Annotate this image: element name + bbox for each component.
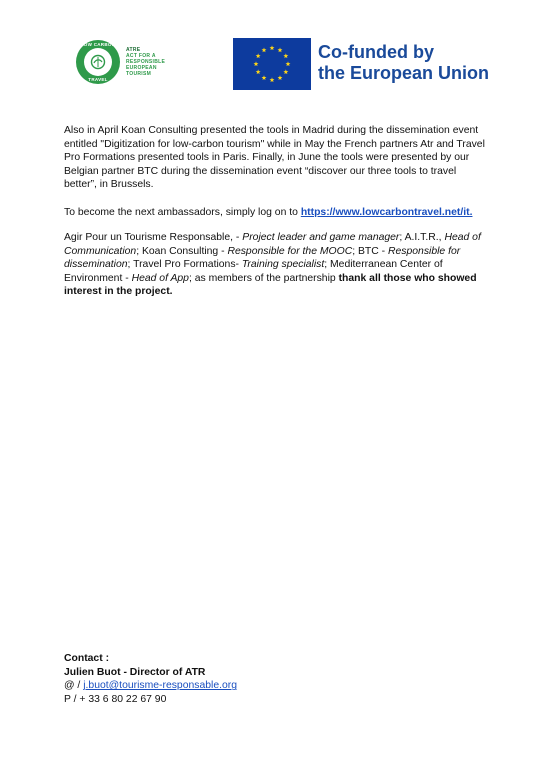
contact-block xyxy=(64,652,484,706)
eu-star xyxy=(262,75,267,80)
badge-top-text: LOW CARBON xyxy=(80,42,116,47)
email-prefix: @ / xyxy=(64,680,84,692)
contact-label: Contact : xyxy=(64,653,110,664)
partner-text: ; A.I.T.R., xyxy=(399,232,445,243)
eu-star xyxy=(286,61,291,66)
thanks-text: thank all those who showed interest in the project. xyxy=(64,272,477,298)
eu-star xyxy=(278,48,283,53)
partner-text: ; BTC - xyxy=(352,245,388,257)
contact-phone: P / + 33 6 80 22 67 90 xyxy=(64,693,167,705)
partner-text: ; Travel Pro Formations- xyxy=(127,259,242,271)
contact-name: Julien Buot - Director of ATR xyxy=(64,666,206,678)
eu-star xyxy=(270,77,275,82)
eu-cofunded-text xyxy=(318,42,489,84)
low-carbon-badge xyxy=(76,40,120,84)
contact-email-line xyxy=(64,679,484,693)
badge-bottom-text: TRAVEL xyxy=(88,77,108,82)
partner-text: ; Mediterranean Center of Environment - xyxy=(64,259,443,284)
paragraph-dissemination: Also in April Koan Consulting presented the tools in Madrid during the dissemination event entitled "Digitization for low-carbon tourism" while in May the French partners Atr and Travel Pro Formations presented tools in Paris. Finally, in June the tools were presented by our Belgian partner BTC during the dissemination event “discover our three tools to travel better”, in Brussels. xyxy=(64,125,485,191)
partner-role: Head of Communication xyxy=(64,232,481,257)
ambassadors-lead: To become the next ambassadors, simply log on to xyxy=(64,207,301,218)
eu-line-1: Co-funded by xyxy=(318,42,434,62)
eu-line-2: the European Union xyxy=(318,63,489,83)
partner-role: Responsible for the MOOC xyxy=(227,245,353,257)
eu-star xyxy=(262,48,267,53)
partner-role: Training specialist xyxy=(241,259,325,271)
partner-role: Head of App xyxy=(131,272,189,284)
low-carbon-travel-logo xyxy=(76,40,165,84)
eu-stars-icon xyxy=(233,38,311,90)
website-link[interactable]: https://www.lowcarbontravel.net/it. xyxy=(300,207,473,218)
eu-flag-icon xyxy=(233,38,311,90)
atr-line: ACT FOR A xyxy=(126,53,156,59)
eu-star xyxy=(256,69,261,74)
paragraph-ambassadors xyxy=(64,206,489,220)
globe-leaf-icon xyxy=(90,54,106,70)
email-link[interactable]: j.buot@tourisme-responsable.org xyxy=(83,680,238,692)
eu-star xyxy=(254,61,259,66)
partner-role: Responsible for dissemination xyxy=(64,245,461,271)
partner-text: ; as members of the partnership xyxy=(188,272,339,284)
partner-text: Agir Pour un Tourisme Responsable, - xyxy=(64,232,243,243)
eu-star xyxy=(278,75,283,80)
paragraph-partners xyxy=(64,231,489,299)
eu-star xyxy=(283,69,288,74)
partner-role: Project leader and game manager xyxy=(242,232,400,243)
atr-title: ATRE xyxy=(126,47,141,53)
atr-text-block xyxy=(126,47,165,77)
partner-text: ; Koan Consulting - xyxy=(136,245,228,257)
atr-line: TOURISM xyxy=(126,71,152,77)
atr-line: RESPONSIBLE xyxy=(126,59,166,65)
eu-star xyxy=(270,45,275,50)
eu-star xyxy=(283,53,288,58)
atr-line: EUROPEAN xyxy=(126,65,157,71)
eu-star xyxy=(256,53,261,58)
